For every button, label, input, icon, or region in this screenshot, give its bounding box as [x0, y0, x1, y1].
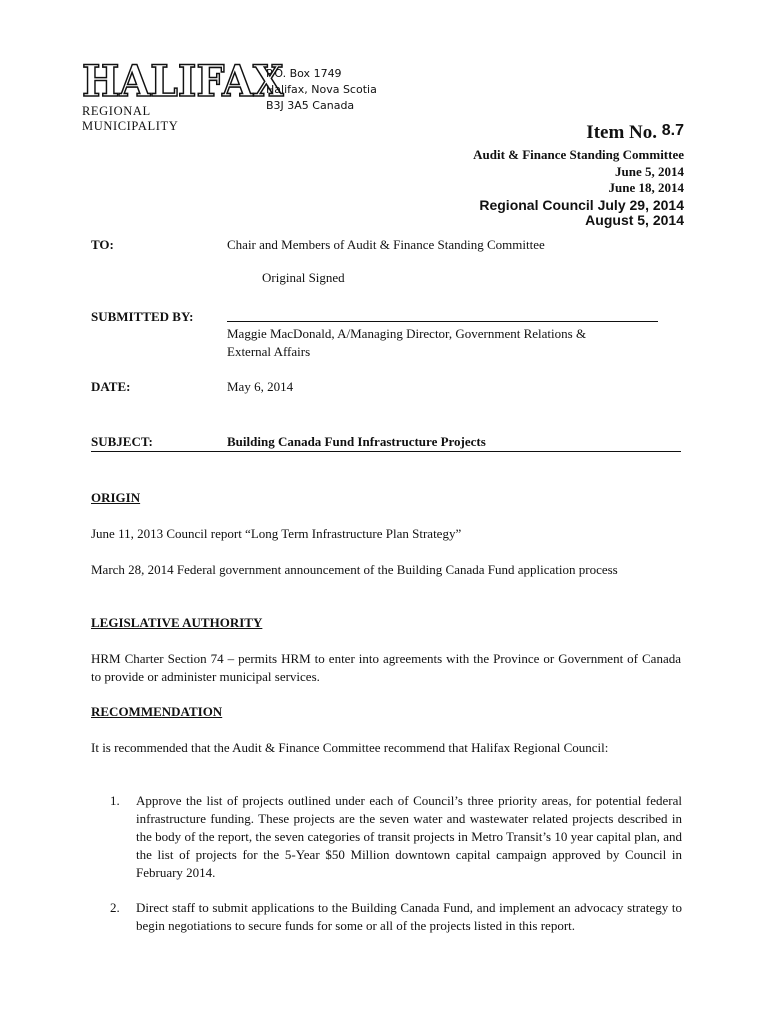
- meeting-date: June 18, 2014: [608, 180, 684, 195]
- recommendation-intro: It is recommended that the Audit & Finance Committee recommend that Halifax Regional Council:: [91, 740, 609, 755]
- legislative-paragraph: HRM Charter Section 74 – permits HRM to enter into agreements with the Province or Government of Canada to provide or administer municipal services.: [91, 651, 681, 684]
- halifax-logo: [82, 57, 284, 134]
- subject-value: Building Canada Fund Infrastructure Projects: [227, 434, 486, 449]
- list-text: Approve the list of projects outlined under each of Council’s three priority areas, for potential federal infrastructure funding. These projects are the seven water and wastewater related projects described in the body of the report, the seven categories of transit projects in Metro Transit’s 10 year capital plan, and the list of projects for the 5-Year $50 Million downtown capital campaign approved by Council in February 2014.: [136, 793, 682, 880]
- meeting-date: June 5, 2014: [615, 163, 684, 179]
- item-label: Item No.: [586, 122, 657, 143]
- committee-name: Audit & Finance Standing Committee: [473, 147, 684, 162]
- submitted-by-line2: External Affairs: [227, 344, 311, 359]
- to-label: TO:: [91, 237, 114, 252]
- to-value: Chair and Members of Audit & Finance Standing Committee: [227, 237, 545, 252]
- list-item: [110, 899, 682, 935]
- list-item: [110, 792, 682, 882]
- council-date-2: August 5, 2014: [585, 211, 684, 228]
- signed-note: Original Signed: [262, 270, 345, 285]
- legislative-heading: LEGISLATIVE AUTHORITY: [91, 615, 263, 630]
- logo-subtitle: REGIONAL MUNICIPALITY: [82, 104, 179, 133]
- council-date: Regional Council July 29, 2014: [479, 197, 684, 213]
- address-line: Halifax, Nova Scotia: [266, 83, 377, 96]
- date-value: May 6, 2014: [227, 379, 294, 394]
- origin-heading: ORIGIN: [91, 490, 141, 505]
- mailing-address: [266, 66, 377, 114]
- subject-rule: [91, 451, 681, 452]
- logo-wordmark: HALIFAX: [82, 57, 284, 107]
- date-label: DATE:: [91, 379, 131, 394]
- submitted-by-line1: Maggie MacDonald, A/Managing Director, Government Relations &: [227, 326, 587, 341]
- origin-paragraph-1: June 11, 2013 Council report “Long Term Infrastructure Plan Strategy”: [91, 526, 462, 541]
- item-number-heading: [586, 122, 684, 144]
- list-number: 2.: [110, 900, 120, 915]
- list-text: Direct staff to submit applications to the Building Canada Fund, and implement an advocacy strategy to begin negotiations to secure funds for some or all of the projects listed in this report.: [136, 900, 682, 933]
- meeting-info: [473, 147, 684, 197]
- council-info: [479, 198, 684, 227]
- submitted-by-label: SUBMITTED BY:: [91, 309, 194, 324]
- subject-label: SUBJECT:: [91, 434, 153, 449]
- list-number: 1.: [110, 793, 120, 808]
- address-line: B3J 3A5 Canada: [266, 99, 355, 112]
- item-number: 8.7: [661, 122, 684, 139]
- recommendation-heading: RECOMMENDATION: [91, 704, 223, 719]
- origin-paragraph-2: March 28, 2014 Federal government announcement of the Building Canada Fund application process: [91, 562, 618, 577]
- signature-line: [227, 321, 658, 322]
- address-line: P.O. Box 1749: [266, 67, 342, 80]
